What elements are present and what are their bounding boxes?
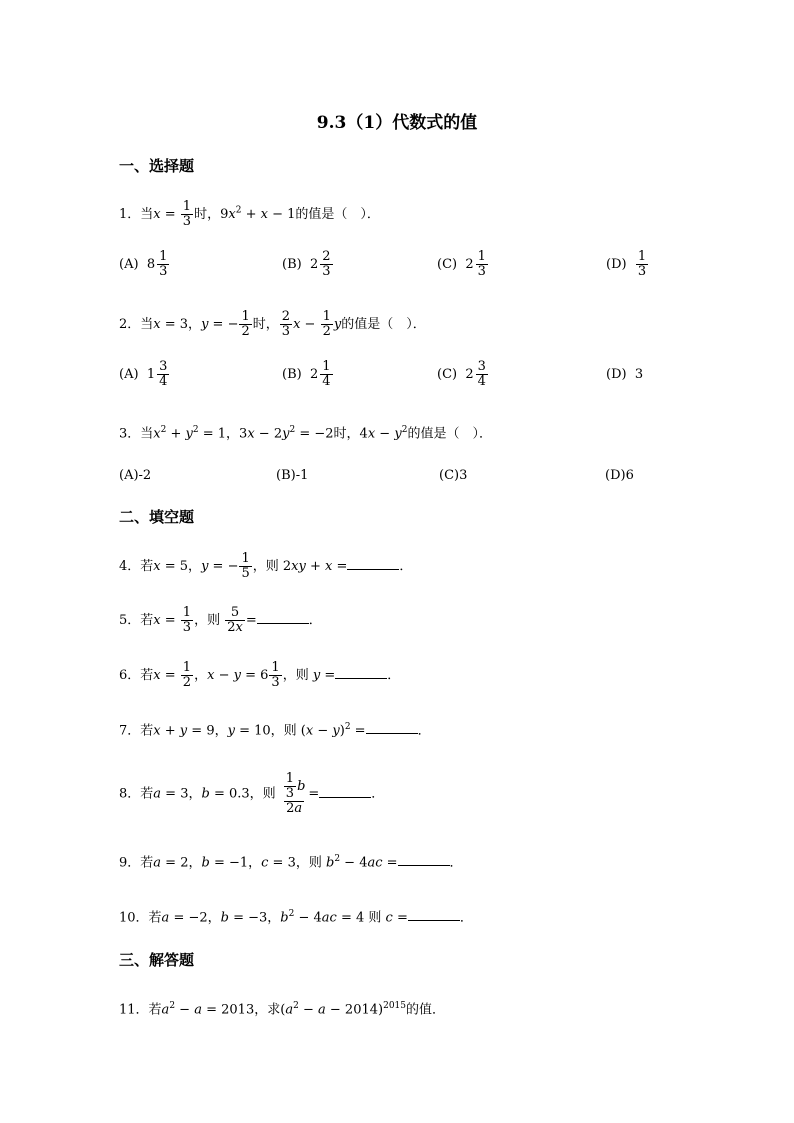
section-heading-answer: 三、解答题 [119,951,195,969]
answer-blank[interactable] [408,908,460,921]
q2-option-d[interactable]: (D) 3 [606,367,644,382]
compound-fraction: $\frac{1}{3}$ b 2a [285,771,306,816]
section-heading-fill: 二、填空题 [119,508,195,526]
question-9: 9．若a = 2，b = −1，c = 3，则 $b^2 - 4ac$ = ． [119,854,463,871]
q2-option-c[interactable]: (C) 2 $\frac{3}{4}$ [437,359,486,389]
answer-blank[interactable] [335,666,387,679]
q1-option-b[interactable]: (B) 2 $\frac{2}{3}$ [282,249,331,279]
question-6: 6．若x = $\frac{1}{2}$ ，x − y = 6 $\frac{1}{3}$ ，则 y = ． [119,660,401,690]
q1-option-d[interactable]: (D) $\frac{1}{3}$ [606,249,647,279]
question-8: 8．若a = 3，b = 0.3，则 $\frac{1}{3}$ b 2a = ． [119,771,385,816]
question-4: 4．若x = 5，y = − $\frac{1}{5}$ ，则 2xy + x = ． [119,551,413,581]
question-1: 1．当x = $\frac{1}{3}$ 时，$9x^2 + x - 1$的值是（ ）． [119,199,380,229]
answer-blank[interactable] [347,557,399,570]
answer-blank[interactable] [366,721,418,734]
answer-blank[interactable] [319,785,371,798]
q1-option-a[interactable]: (A) 8 $\frac{1}{3}$ [119,249,168,279]
page-title: 9.3（1）代数式的值 [316,113,478,133]
question-7: 7．若x + y = 9，y = 10，则 $(x - y)^2$ = ． [119,722,431,739]
q2-option-a[interactable]: (A) 1 $\frac{3}{4}$ [119,359,168,389]
q3-option-a[interactable]: (A)-2 [119,468,152,483]
q3-option-c[interactable]: (C)3 [439,468,468,483]
q2-option-b[interactable]: (B) 2 $\frac{1}{4}$ [282,359,331,389]
q3-option-b[interactable]: (B)-1 [276,468,309,483]
fraction: $\frac{1}{3}$ [182,199,192,229]
answer-blank[interactable] [257,611,309,624]
question-10: 10．若a = −2，b = −3，$b^2 - 4ac = 4$ 则 c = ． [119,909,473,926]
question-11: 11．若$a^2 - a = 2013$，求$(a^2 - a - 2014)^{2015}$的值． [119,1001,446,1018]
question-3: 3．当$x^2 + y^2 = 1$，$3x - 2y^2 = -2$时，$4x - y^2$的值是（ ）． [119,425,492,442]
question-2: 2．当x = 3，y = − $\frac{1}{2}$ 时， $\frac{2}{3}$ x − $\frac{1}{2}$ y的值是（ ）． [119,309,426,339]
q3-option-d[interactable]: (D)6 [605,468,634,483]
answer-blank[interactable] [398,853,450,866]
question-5: 5．若x = $\frac{1}{3}$ ，则 $\frac{5}{2x}$ = ． [119,605,322,635]
q1-option-c[interactable]: (C) 2 $\frac{1}{3}$ [437,249,486,279]
section-heading-choice: 一、选择题 [119,157,195,175]
